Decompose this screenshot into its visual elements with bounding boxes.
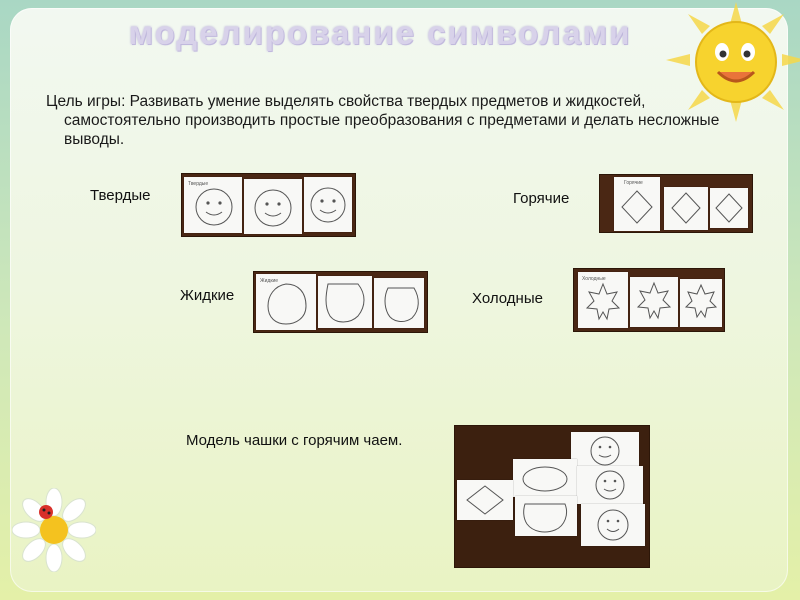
smiley-card [581, 504, 645, 546]
smiley-card [244, 179, 302, 234]
label-liquid: Жидкие [180, 287, 235, 304]
drop-card [513, 459, 577, 497]
diamond-card [710, 188, 748, 228]
smiley-card [571, 432, 639, 470]
cold-cards-photo [574, 269, 724, 331]
svg-text:Жидкие: Жидкие [260, 278, 279, 284]
slide-title: моделирование символами [128, 14, 632, 51]
diamond-card [614, 177, 660, 231]
label-solid: Твердые [90, 187, 151, 204]
cup-model-photo [455, 426, 649, 567]
drop-card [515, 496, 577, 536]
diamond-card [457, 480, 513, 520]
star-card [578, 272, 628, 328]
svg-text:Холодные: Холодные [582, 276, 606, 282]
solid-cards-photo [182, 174, 355, 236]
drop-card [374, 278, 424, 328]
label-cold: Холодные [472, 290, 543, 307]
smiley-card [304, 177, 352, 232]
svg-text:Твердые: Твердые [188, 181, 209, 187]
star-card [630, 277, 678, 327]
liquid-cards-photo [254, 272, 427, 332]
flower-icon [12, 488, 96, 572]
smiley-card [184, 177, 242, 233]
game-goal-text: Цель игры: Развивать умение выделять свойства твердых предметов и жидкостей, самостоятельно производить простые преобразования с предметами и делать несложные выводы. [46, 93, 720, 148]
smiley-card [577, 466, 643, 504]
label-cup-model: Модель чашки с горячим чаем. [186, 432, 403, 449]
svg-text:Горячие: Горячие [624, 180, 643, 186]
diamond-card [664, 187, 708, 230]
hot-cards-photo [600, 175, 752, 232]
drop-card [318, 276, 372, 328]
star-card [680, 279, 722, 327]
drop-card [256, 274, 316, 330]
label-hot: Горячие [513, 190, 570, 207]
